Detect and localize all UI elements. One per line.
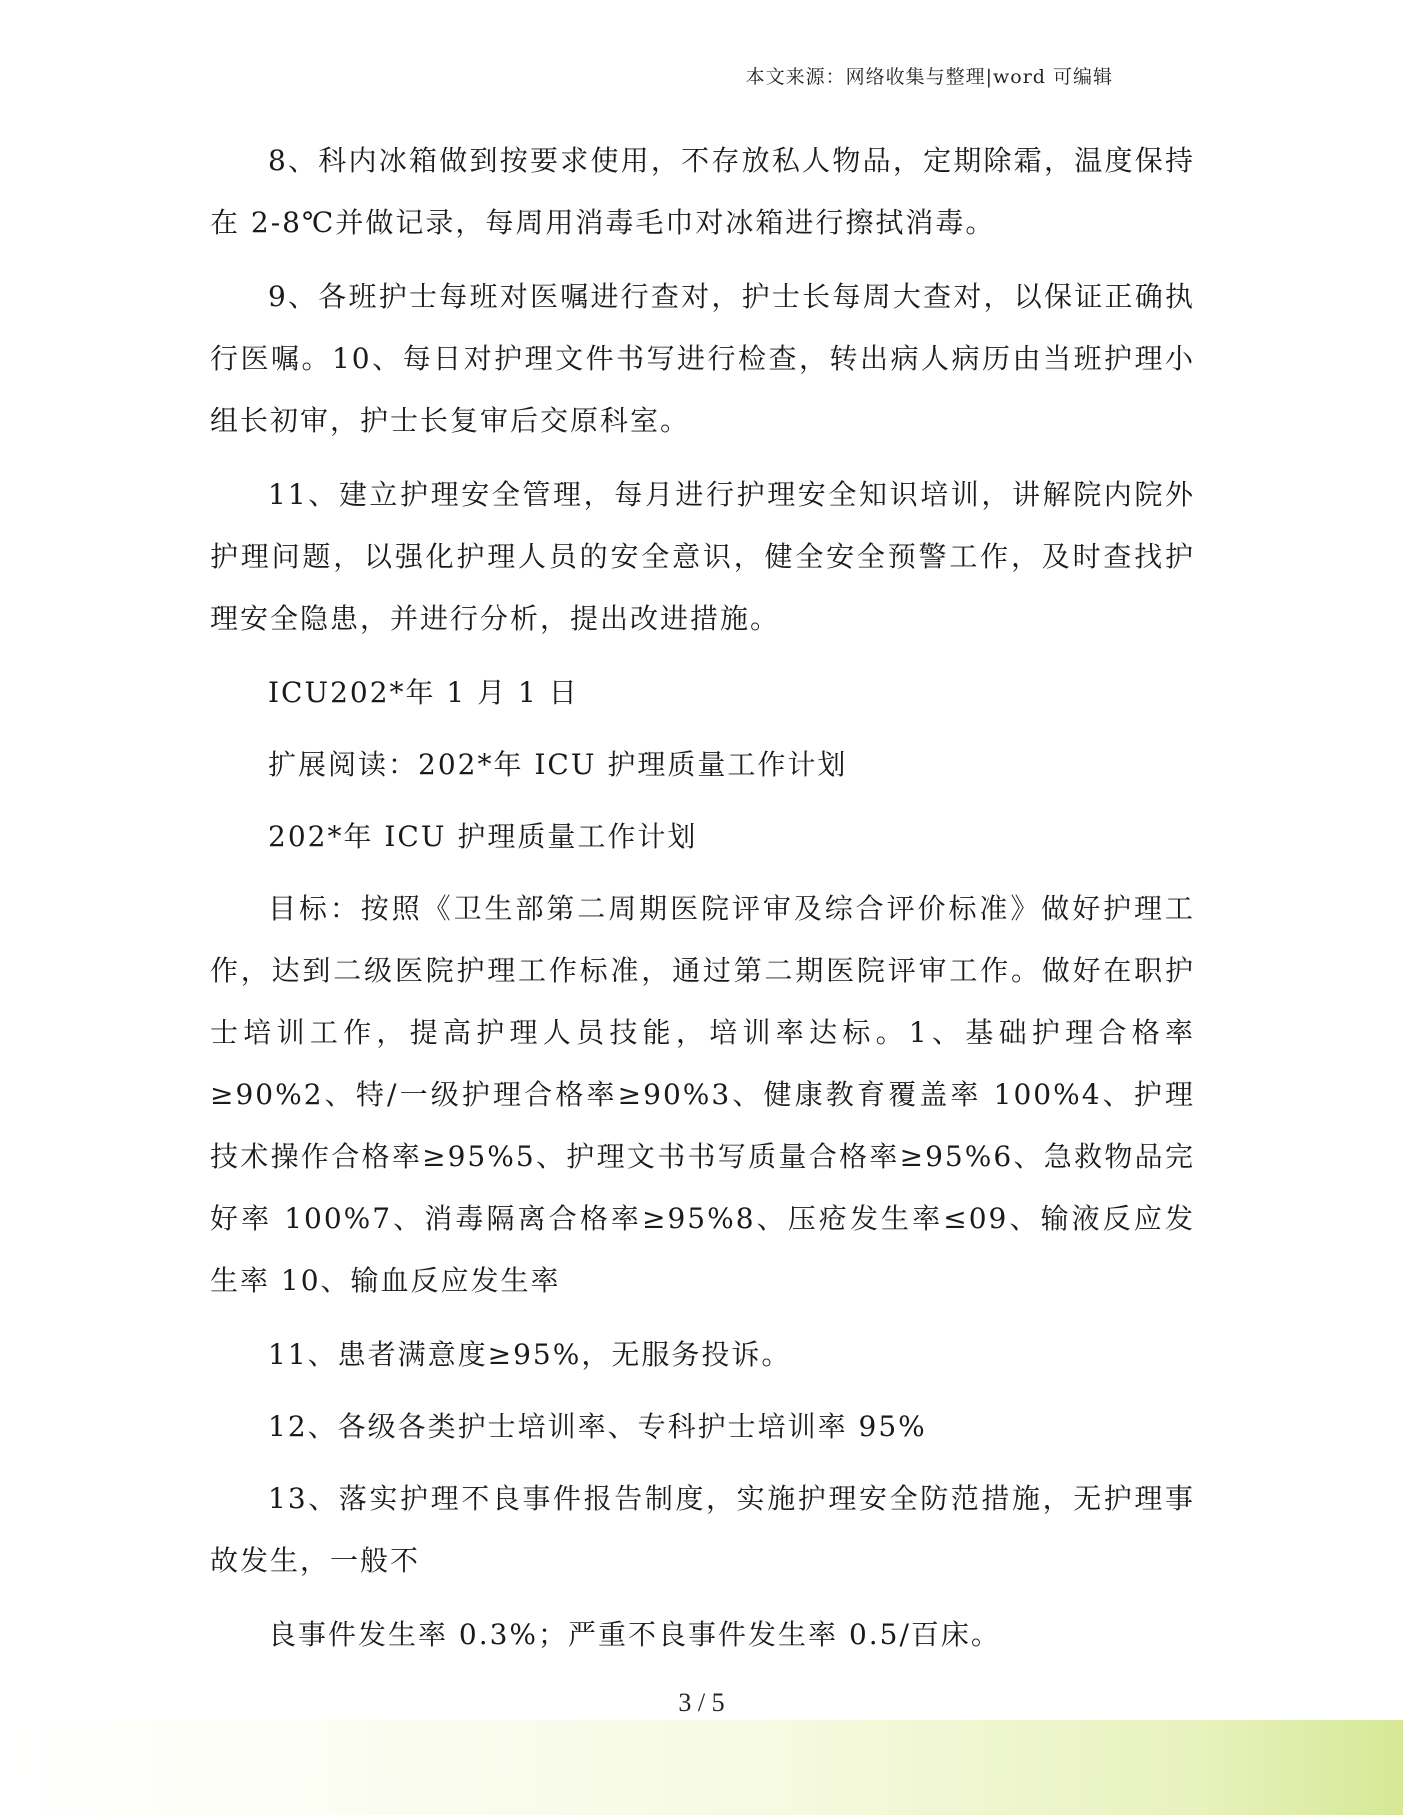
paragraph-11: 11、建立护理安全管理，每月进行护理安全知识培训，讲解院内院外护理问题，以强化护理人员的安全意识，健全安全预警工作，及时查找护理安全隐患，并进行分析，提出改进措施。 [210, 478, 1195, 635]
document-body [210, 130, 1195, 1678]
plan-title: 202*年 ICU 护理质量工作计划 [268, 820, 698, 853]
goal-11: 11、患者满意度≥95%，无服务投诉。 [268, 1338, 792, 1371]
date-line: ICU202*年 1 月 1 日 [268, 676, 579, 709]
paragraph-8: 8、科内冰箱做到按要求使用，不存放私人物品，定期除霜，温度保持在 2-8℃并做记录，每周用消毒毛巾对冰箱进行擦拭消毒。 [210, 144, 1195, 239]
source-note: 本文来源：网络收集与整理|word 可编辑 [745, 66, 1113, 88]
extended-reading-title: 扩展阅读：202*年 ICU 护理质量工作计划 [268, 748, 848, 781]
goal-12: 12、各级各类护士培训率、专科护士培训率 95% [268, 1410, 927, 1443]
page-number: 3 / 5 [678, 1688, 725, 1717]
goals-paragraph: 目标：按照《卫生部第二周期医院评审及综合评价标准》做好护理工作，达到二级医院护理工作标准，通过第二期医院评审工作。做好在职护士培训工作，提高护理人员技能，培训率达标。1、基础护理合格率≥90%2、特/一级护理合格率≥90%3、健康教育覆盖率 100%4、护理技术操作合格率≥95%5、护理文书书写质量合格率≥95%6、急救物品完好率 100%7、消毒隔离合格率≥95%8、压疮发生率≤09、输液反应发生率 10、输血反应发生率 [210, 892, 1195, 1297]
footer-decoration [0, 1720, 1403, 1815]
paragraph-9-10: 9、各班护士每班对医嘱进行查对，护士长每周大查对，以保证正确执行医嘱。10、每日对护理文件书写进行检查，转出病人病历由当班护理小组长初审，护士长复审后交原科室。 [210, 280, 1195, 437]
adverse-event-rates: 良事件发生率 0.3%；严重不良事件发生率 0.5/百床。 [268, 1618, 1001, 1651]
goal-13: 13、落实护理不良事件报告制度，实施护理安全防范措施，无护理事故发生，一般不 [210, 1482, 1195, 1577]
